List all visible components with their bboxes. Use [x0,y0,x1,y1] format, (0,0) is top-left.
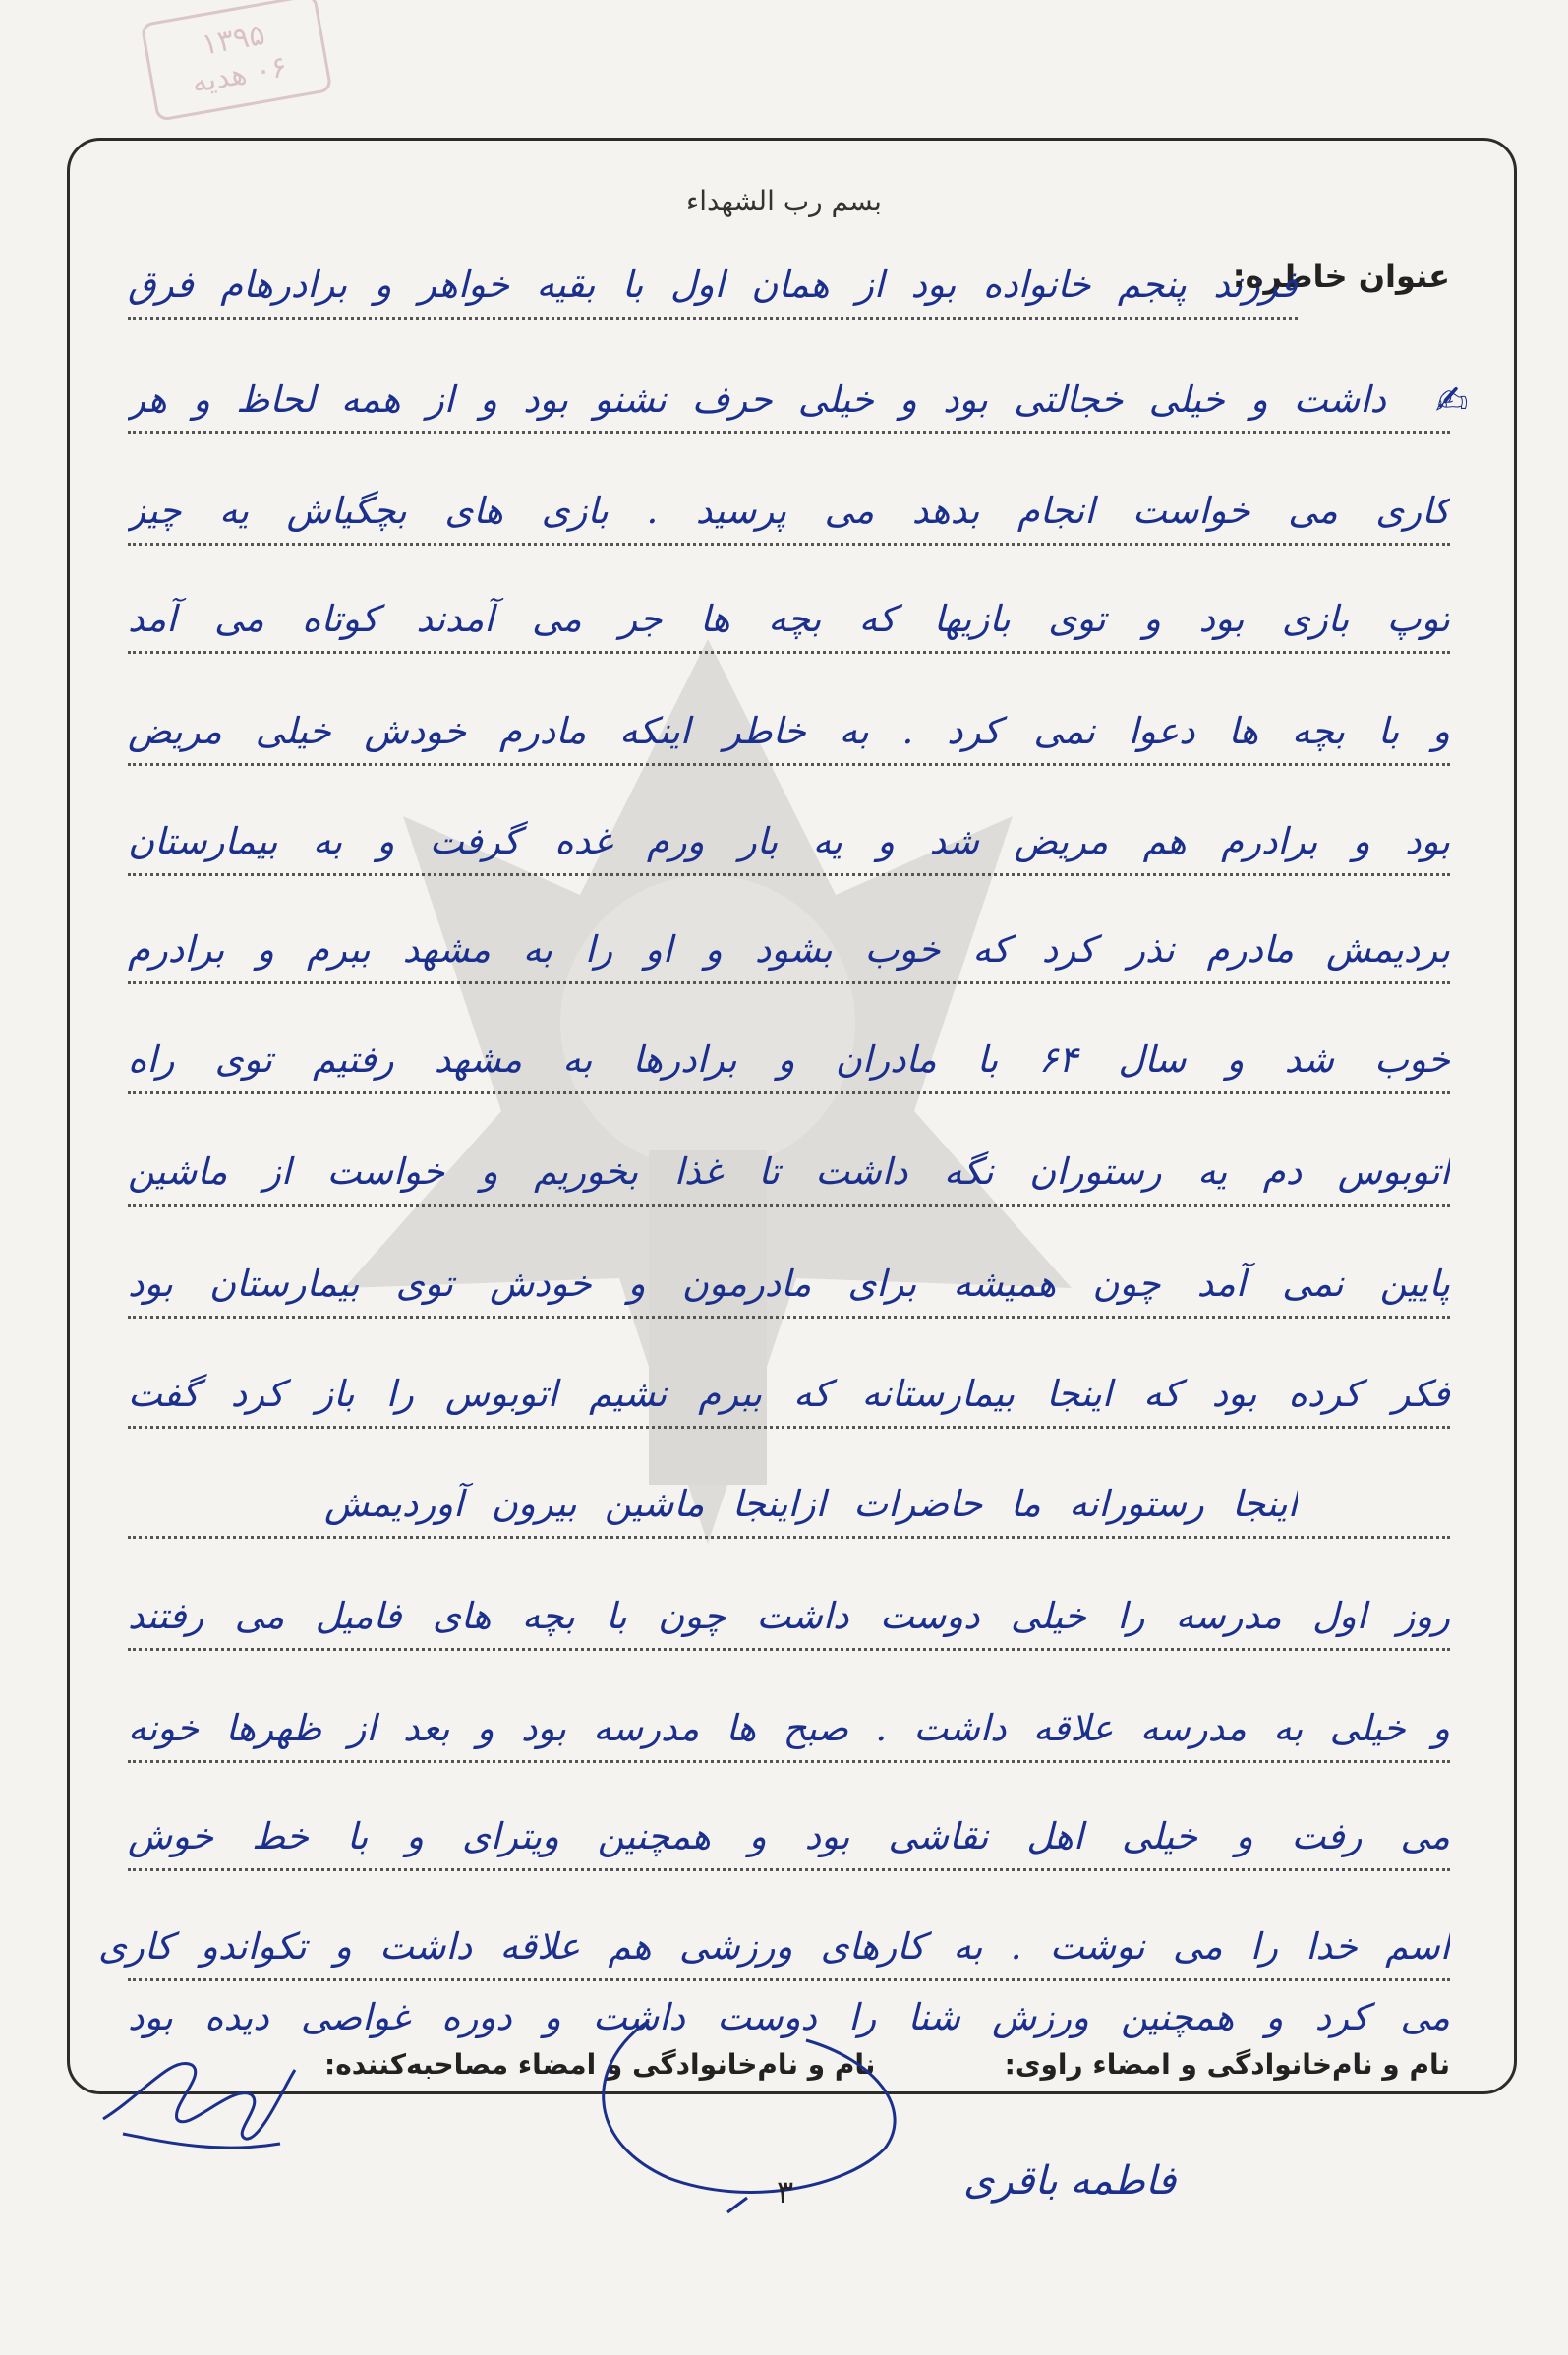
memory-line: روز اول مدرسه را خیلی دوست داشت چون با بچه های فامیل می رفتند [128,1595,1450,1637]
page-number: ۳ [777,2173,794,2210]
memory-line: اتوبوس دم یه رستوران نگه داشت تا غذا بخوریم و خواست از ماشین [128,1150,1450,1193]
stamp-line-1: ۱۳۹۵ [199,17,268,63]
memory-line: می کرد و همچنین ورزش شنا را دوست داشت و دوره غواصی دیده بود [128,1996,1450,2038]
memory-line: فکر کرده بود که اینجا بیمارستانه که ببرم نشیم اتوبوس را باز کرد گفت [128,1373,1450,1415]
memory-line: پایین نمی آمد چون همیشه برای مادرمون و خودش توی بیمارستان بود [128,1263,1450,1305]
page-title: بسم رب الشهداء [686,185,882,217]
memory-line: و با بچه ها دعوا نمی کرد . به خاطر اینکه مادرم خودش خیلی مریض [128,710,1450,752]
memory-line: اینجا رستورانه ما حاضرات ازاینجا ماشین بیرون آوردیمش [324,1483,1298,1525]
memory-line: خوب شد و سال ۶۴ با مادران و برادرها به مشهد رفتیم توی راه [128,1038,1450,1081]
interviewer-name: فاطمه باقری [963,2158,1177,2204]
interviewer-signature-label: نام و نام‌خانوادگی و امضاء مصاحبه‌کننده: [324,2048,876,2081]
memory-line: توپ بازی بود و توی بازیها که بچه ها جر می آمدند کوتاه می آمد [128,598,1450,640]
interviewer-signature-icon [551,2001,924,2217]
narrator-signature-label: نام و نام‌خانوادگی و امضاء راوی: [1004,2048,1450,2081]
memory-line: و خیلی به مدرسه علاقه داشت . صبح ها مدرسه بود و بعد از ظهرها خونه [128,1707,1450,1749]
pen-mark-icon: ✍ [1435,379,1469,424]
memory-line: داشت و خیلی خجالتی بود و خیلی حرف نشنو بود و از همه لحاظ و هر [128,379,1386,421]
memory-line: بود و برادرم هم مریض شد و یه بار ورم غده گرفت و به بیمارستان [128,820,1450,862]
memory-title-label: عنوان خاطره: [1232,258,1450,295]
memory-line: اسم خدا را می نوشت . به کارهای ورزشی هم علاقه داشت و تکواندو کاری [98,1925,1450,1968]
memory-line: کاری می خواست انجام بدهد می پرسید . بازی های بچگیاش یه چیز [128,490,1450,532]
archive-stamp [141,0,333,122]
memory-line: فرزند پنجم خانواده بود از همان اول با بقیه خواهر و برادرهام فرق [128,264,1298,306]
memory-line: می رفت و خیلی اهل نقاشی بود و همچنین ویترای و با خط خوش [128,1815,1450,1857]
narrator-signature-icon [84,2026,310,2173]
stamp-line-2: ۰۶ هدیه [189,49,290,100]
memory-line: بردیمش مادرم نذر کرد که خوب بشود و او را به مشهد ببرم و برادرم [128,928,1450,971]
